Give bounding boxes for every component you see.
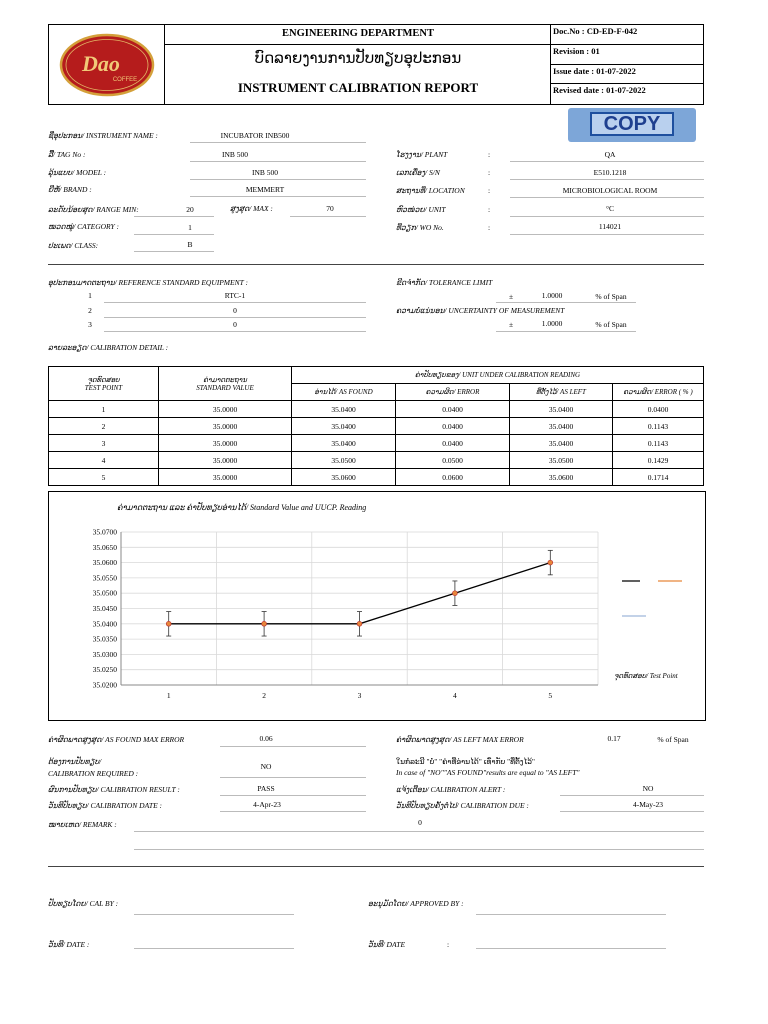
- wo-value: 114021: [598, 222, 622, 231]
- doc-no: Doc.No : CD-ED-F-042: [551, 25, 703, 45]
- chart-frame: [48, 491, 706, 721]
- instrument-name-value: INCUBATOR INB500: [220, 131, 290, 140]
- cell: 35.0000: [159, 469, 292, 486]
- col-standard: [159, 367, 292, 401]
- cell: 35.0400: [292, 401, 396, 418]
- required-label-lao: ຕ້ອງການປັບທຽບ/: [48, 757, 102, 766]
- detail-label: ລາຍລະອຽດ/ CALIBRATION DETAIL :: [48, 343, 169, 352]
- col-std-lao: ຄ່າມາດຕະຖານ: [203, 375, 247, 384]
- tag-label: ລືື/ TAG No :: [48, 150, 86, 159]
- issue-date: Issue date : 01-07-2022: [551, 65, 703, 85]
- col-uuc: ຄ່າປັບທຽບຂອງ/ UNIT UNDER CALIBRATION READING: [292, 367, 704, 384]
- as-found-max-label: ຄ່າຜິດພາດສູງສຸດ/ AS FOUND MAX ERROR: [48, 735, 185, 744]
- ref-no: 3: [88, 320, 92, 329]
- max-value: 70: [326, 204, 334, 213]
- cell: 5: [49, 469, 159, 486]
- cal-date-value: 4-Apr-23: [253, 800, 281, 809]
- cell: 35.0600: [292, 469, 396, 486]
- remark-label: ໝາຍເຫດ/ REMARK :: [48, 820, 117, 829]
- cal-due-value: 4-May-23: [633, 800, 663, 809]
- data-point: [166, 621, 171, 626]
- cell: 3: [49, 435, 159, 452]
- location-value: MICROBIOLOGICAL ROOM: [562, 186, 658, 195]
- logo-cell: [49, 25, 165, 104]
- tag-value: INB 500: [221, 150, 249, 159]
- calibration-table: [48, 366, 704, 486]
- x-tick-label: 1: [166, 691, 171, 700]
- class-value: B: [187, 240, 193, 249]
- class-label: ປະເພດ/ CLASS:: [48, 241, 99, 250]
- cell: 0.0400: [613, 401, 704, 418]
- plus-minus: ±: [508, 292, 514, 301]
- cell: 35.0000: [159, 435, 292, 452]
- y-tick-label: 35.0500: [92, 588, 117, 598]
- data-point: [453, 591, 458, 596]
- x-tick-label: 3: [357, 691, 362, 700]
- department-title: ENGINEERING DEPARTMENT: [165, 25, 551, 45]
- copy-stamp-text: COPY: [590, 112, 674, 136]
- uncertainty-value: 1.0000: [541, 319, 563, 328]
- cell: 0.1143: [613, 435, 704, 452]
- ref-name: 0: [233, 306, 237, 315]
- cell: 35.0000: [159, 401, 292, 418]
- col-test-point: [49, 367, 159, 401]
- header-title-cell: [165, 25, 551, 104]
- unit-label: ຫົວໜ່ວຍ/ UNIT: [396, 205, 446, 214]
- cell: 35.0400: [510, 435, 613, 452]
- colon: :: [487, 168, 491, 177]
- approved-by-label: ອະນຸມັດໂດຍ/ APPROVED BY :: [368, 899, 464, 908]
- logo-sub: COFFEE: [112, 77, 138, 83]
- cell: 35.0600: [510, 469, 613, 486]
- as-left-max-label: ຄ່າຜິດພາດສູງສຸດ/ AS LEFT MAX ERROR: [396, 735, 524, 744]
- cell: 35.0400: [510, 401, 613, 418]
- col-std: STANDARD VALUE: [196, 383, 254, 392]
- ref-no: 2: [88, 306, 92, 315]
- y-tick-label: 35.0450: [92, 604, 117, 613]
- cell: 35.0000: [159, 452, 292, 469]
- range-min-value: 20: [186, 205, 194, 214]
- y-tick-label: 35.0200: [92, 680, 117, 690]
- cell: 2: [49, 418, 159, 435]
- table-row: [49, 452, 704, 469]
- document-header: [48, 24, 704, 105]
- y-tick-label: 35.0400: [92, 619, 117, 629]
- col-test: TEST POINT: [84, 383, 123, 392]
- cell: 35.0400: [292, 435, 396, 452]
- cal-date-label: ວັນທີປັບທຽບ/ CALIBRATION DATE :: [48, 801, 163, 810]
- brand-label: ຍີ່ຫໍ້/ BRAND :: [48, 185, 92, 194]
- cell: 35.0400: [510, 418, 613, 435]
- y-tick-label: 35.0550: [92, 573, 117, 583]
- note: In case of "NO""AS FOUND"results are equal to "AS LEFT": [396, 768, 580, 777]
- page-title: INSTRUMENT CALIBRATION REPORT: [237, 80, 479, 95]
- ref-name: RTC-1: [224, 291, 246, 300]
- reference-label: ອຸປະກອນມາດຕະຖານ/ REFERENCE STANDARD EQUIPMENT :: [48, 278, 249, 287]
- cell: 0.1143: [613, 418, 704, 435]
- as-left-unit: % of Span: [657, 735, 689, 744]
- ref-no: 1: [88, 291, 92, 300]
- y-tick-label: 35.0300: [92, 649, 117, 659]
- required-value: NO: [260, 762, 272, 771]
- table-row: [49, 418, 704, 435]
- dao-coffee-logo: [49, 25, 165, 104]
- revision: Revision : 01: [551, 45, 703, 65]
- date-label-2: ວັນທີ/ DATE: [368, 940, 406, 949]
- y-tick-label: 35.0600: [92, 558, 117, 568]
- brand-value: MEMMERT: [245, 185, 285, 194]
- cal-by-label: ປັບທຽບໂດຍ/ CAL BY :: [48, 899, 119, 908]
- cell: 35.0000: [159, 418, 292, 435]
- plant-value: QA: [604, 150, 616, 159]
- location-label: ສະຖານທີ່/ LOCATION: [396, 186, 465, 195]
- date-label: ວັນທີ/ DATE :: [48, 940, 90, 949]
- col-error: ຄວາມຜິດ/ ERROR: [396, 384, 510, 401]
- category-value: 1: [188, 223, 192, 232]
- tolerance-label: ຂີດຈຳກັດ/ TOLERANCE LIMIT: [396, 278, 493, 287]
- colon: :: [487, 186, 491, 195]
- title-lao: ບົດລາຍງານການປັບທຽບອຸປະກອນ: [254, 49, 462, 67]
- category-label: ໝວດໝູ່/ CATEGORY :: [48, 222, 120, 231]
- y-tick-label: 35.0350: [92, 634, 117, 644]
- ref-name: 0: [233, 320, 237, 329]
- col-test-lao: ຈຸດທົດສອບ: [87, 375, 120, 384]
- cell: 35.0400: [292, 418, 396, 435]
- result-value: PASS: [257, 784, 275, 793]
- doc-info: [551, 25, 703, 104]
- cell: 35.0500: [510, 452, 613, 469]
- colon: :: [487, 205, 491, 214]
- wo-label: ທີ່ວຽກ/ WO No.: [396, 223, 444, 232]
- cell: 0.1429: [613, 452, 704, 469]
- data-point: [357, 621, 362, 626]
- cell: 0.0400: [396, 401, 510, 418]
- y-tick-label: 35.0650: [92, 542, 117, 552]
- x-tick-label: 4: [453, 691, 457, 700]
- cal-due-label: ວັນທີປັບທຽບຄັ້ງຕໍ່ໄປ/ CALIBRATION DUE :: [396, 801, 529, 810]
- unit-value: °C: [605, 204, 614, 213]
- table-row: [49, 469, 704, 486]
- table-row: [49, 401, 704, 418]
- range-min-label: ລະດັບນ້ອຍສຸດ/ RANGE MIN:: [48, 205, 139, 214]
- cell: 1: [49, 401, 159, 418]
- tolerance-value: 1.0000: [541, 291, 563, 300]
- data-point: [262, 621, 267, 626]
- logo-text: Dao: [82, 51, 120, 76]
- remark-value: 0: [418, 818, 422, 827]
- chart-xlabel: ຈຸດທົດສອບ/ Test Point: [614, 672, 678, 680]
- uncertainty-unit: % of Span: [595, 320, 627, 329]
- y-tick-label: 35.0700: [92, 527, 117, 537]
- colon: :: [487, 223, 491, 232]
- model-label: ລຸ້ນແບບ/ MODEL :: [48, 168, 107, 177]
- cell: 0.1714: [613, 469, 704, 486]
- as-found-max-value: 0.06: [259, 734, 273, 743]
- alert-label: ແຈ້ງເຕືອນ/ CALIBRATION ALERT :: [396, 785, 506, 794]
- plus-minus: ±: [508, 320, 514, 329]
- table-row: [49, 435, 704, 452]
- instrument-name-label: ຊື່ອຸປະກອນ/ INSTRUMENT NAME :: [48, 131, 158, 140]
- y-tick-label: 35.0250: [92, 665, 117, 675]
- cell: 0.0500: [396, 452, 510, 469]
- col-error-pct: ຄວາມຜິດ/ ERROR ( % ): [613, 384, 704, 401]
- col-as-found: ອ່ານໄດ້/ AS FOUND: [292, 384, 396, 401]
- x-tick-label: 5: [548, 691, 553, 700]
- chart-title: ຄ່າມາດຕະຖານ ແລະ ຄ່າປັບທຽບອ່ານໄດ້/ Standard Value and UUCP. Reading: [117, 503, 367, 512]
- col-as-left: ທີ່ຕັ້ງໄວ້/ AS LEFT: [510, 384, 613, 401]
- alert-value: NO: [642, 784, 654, 793]
- result-label: ຜົນການປັບທຽບ/ CALIBRATION RESULT :: [48, 785, 180, 794]
- max-label: ສູງສຸດ/ MAX :: [230, 204, 273, 213]
- model-value: INB 500: [251, 168, 279, 177]
- revised-date: Revised date : 01-07-2022: [553, 85, 646, 96]
- sn-value: E510.1218: [593, 168, 627, 177]
- colon: :: [487, 150, 491, 159]
- sn-label: ເລກເຄື່ອງ/ S/N: [396, 168, 440, 177]
- note-lao: ໃນກໍລະນີ "ບໍ່" "ຄ່າທີ່ອ່ານໄດ້" ເທົ່າກັບ "ທີ່ຕັ້ງໄວ້": [396, 757, 535, 766]
- as-left-max-value: 0.17: [607, 734, 621, 743]
- colon: :: [446, 940, 450, 949]
- cell: 0.0600: [396, 469, 510, 486]
- cell: 0.0400: [396, 418, 510, 435]
- cell: 0.0400: [396, 435, 510, 452]
- calibration-chart: [49, 492, 704, 719]
- data-point: [548, 560, 553, 565]
- tolerance-unit: % of Span: [595, 292, 627, 301]
- required-label: CALIBRATION REQUIRED :: [48, 769, 139, 778]
- plant-label: ໂຮງງານ/ PLANT: [396, 150, 448, 159]
- copy-stamp: [568, 108, 696, 142]
- x-tick-label: 2: [262, 691, 266, 700]
- cell: 4: [49, 452, 159, 469]
- uncertainty-label: ຄວາມບໍ່ແນ່ນອນ/ UNCERTAINTY OF MEASUREMENT: [396, 306, 565, 315]
- cell: 35.0500: [292, 452, 396, 469]
